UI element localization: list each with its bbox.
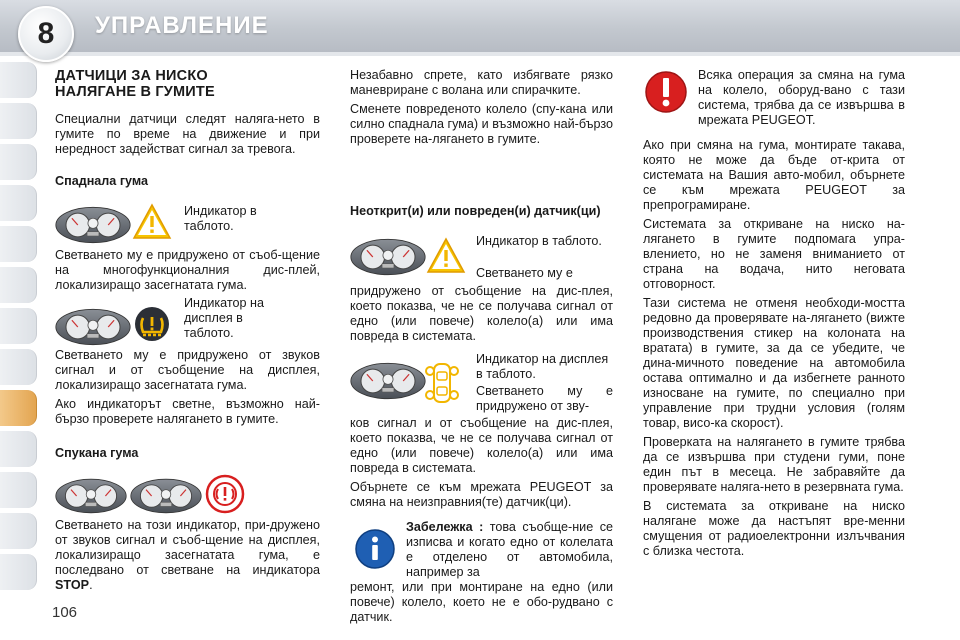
column-1 [55, 68, 320, 161]
chapter-tab-3[interactable] [0, 144, 37, 180]
instrument-cluster-icon-6 [350, 362, 426, 400]
flat-tyre-heading: Спаднала гума [55, 174, 149, 188]
stop-label: STOP [55, 578, 90, 592]
section-title-line2: НАЛЯГАНЕ В ГУМИТЕ [55, 84, 215, 100]
note-label: Забележка : [406, 520, 484, 534]
sensor-ind1-label: Индикатор в таблото. [476, 234, 602, 248]
chapter-tab-11[interactable] [0, 472, 37, 508]
chapter-tab-1[interactable] [0, 62, 37, 98]
instrument-cluster-icon-2 [55, 308, 131, 346]
prohibition-icon [644, 70, 688, 114]
info-icon [354, 528, 396, 570]
instrument-cluster-icon-4 [130, 478, 202, 514]
flat-ind2-label: Индикатор на дисплея в таблото. [184, 296, 264, 340]
warning-triangle-icon-2 [426, 236, 466, 276]
chapter-tab-rail [0, 62, 40, 592]
col3-p2: Системата за откриване на ниско на-ляганeто в гумите подпомага упра-влението, но не заменя вниманието от страна на водача, нито неговата отговорност. [643, 217, 905, 291]
stop-after: . [89, 578, 93, 592]
sensor-ind2-text: ков сигнал и от съобщение на дис-плея, което показва, че не се получава сигнал от едно (или повече) колело(а) или има повреда в системата. [350, 416, 613, 475]
note-text-wrap [350, 580, 613, 629]
sensor-heading: Неоткрит(и) или повреден(и) датчик(ци) [350, 204, 601, 218]
note-text: ремонт, или при монтиране на едно (или повече) колело, което не е обо-рудвано с датчик. [350, 580, 613, 624]
col3-warning: Всяка операция за смяна на гума на колело, оборуд-вано с тази система, трябва да се извършва в мрежата PEUGEOT. [698, 68, 905, 127]
chapter-tab-7[interactable] [0, 308, 37, 344]
instrument-cluster-icon-3 [55, 478, 127, 514]
flat-ind1-label: Индикатор в таблото. [184, 204, 257, 233]
section-title-line1: ДАТЧИЦИ ЗА НИСКО [55, 68, 208, 84]
sensor-ind1-lead: Светването му е [476, 266, 573, 280]
chapter-tab-5[interactable] [0, 226, 37, 262]
flat-ind1-text: Светването му е придружено от съоб-щение на многофункционалния дис-плей, локализиращо засегнатата гума. [55, 248, 320, 292]
instrument-cluster-icon-5 [350, 238, 426, 276]
sensor-ind2-text-wrap [350, 416, 613, 514]
chapter-tab-6[interactable] [0, 267, 37, 303]
chapter-tab-active[interactable] [0, 390, 37, 426]
column-3 [643, 138, 905, 563]
col2-intro: Незабавно спрете, като избягвате рязко маневриране с волана или спирачките. [350, 68, 613, 97]
chapter-tab-8[interactable] [0, 349, 37, 385]
warning-triangle-icon [132, 202, 172, 242]
page-number: 106 [52, 604, 78, 621]
sensor-heading-wrap [350, 204, 613, 219]
stop-sign-icon [205, 474, 245, 514]
col2-intro2: Сменете повреденото колело (спу-кана или силно спаднала гума) и възможно най-бързо проверете на-лягането в гумите. [350, 102, 613, 146]
flat-ind2-text-wrap [55, 348, 320, 431]
punctured-text: Светването на този индикатор, при-дружено от звуков сигнал и съоб-щение на дисплея, локализиращо засегнатата гума, е последвано от светване на индикатора [55, 518, 320, 577]
chapter-number-badge: 8 [18, 6, 74, 62]
col3-p4: Проверката на налягането в гумите трябва да се извършва при студени гуми, поне един път в месеца. Не забравяйте да проверявате наляга-нето в резервната гума. [643, 435, 905, 494]
sensor-ind2-lead: Светването му е придружено от зву- [476, 384, 613, 413]
sensor-ind1-text: придружено от съобщение на дис-плея, което показва, че не се получава сигнал от едно (или повече) колело(а) или има повреда в системата. [350, 284, 613, 343]
sensor-ind2-text2: Обърнете се към мрежата PEUGEOT за смяна на неизправния(те) датчик(ци). [350, 480, 613, 509]
punctured-text-paragraph [55, 518, 320, 593]
instrument-cluster-icon [55, 206, 131, 244]
chapter-title: УПРАВЛЕНИЕ [95, 12, 269, 39]
flat-tyre-heading-wrap [55, 174, 320, 189]
punctured-text-wrap [55, 518, 320, 597]
flat-ind2-text2: Ако индикаторът светне, възможно най-бързо проверете налягането в гумите. [55, 397, 320, 426]
chapter-tab-2[interactable] [0, 103, 37, 139]
sensor-ind2-label: Индикатор на дисплея в таблото. [476, 352, 609, 381]
col3-p5: В системата за откриване на ниско налягане може да настъпят вре-менни смущения от радиоелектронни излъчвания с близка честота. [643, 499, 905, 558]
chapter-tab-12[interactable] [0, 513, 37, 549]
punctured-heading-wrap [55, 446, 320, 461]
tpms-warning-icon [134, 306, 170, 342]
chapter-tab-13[interactable] [0, 554, 37, 590]
note-lead-wrap [406, 520, 613, 580]
flat-ind1-text-wrap [55, 248, 320, 297]
chapter-tab-4[interactable] [0, 185, 37, 221]
car-top-view-icon [424, 360, 460, 406]
chapter-tab-10[interactable] [0, 431, 37, 467]
punctured-heading: Спукана гума [55, 446, 139, 460]
col3-p1: Ако при смяна на гума, монтирате такава, която не може да бъде от-крита от системата на Вашия авто-мобил, обърнете се към мрежата PEUGEOT за препрограмиране. [643, 138, 905, 212]
sensor-ind1-text-wrap [350, 284, 613, 348]
header-underline [0, 52, 960, 56]
section-intro: Специални датчици следят наляга-нето в гумите по време на движение и при нередност задействат сигнал за тревога. [55, 112, 320, 156]
note-text-lead: това съобще-ние се изписва и когато едно от колелата е отделено от автомобила, например за [406, 520, 613, 579]
column-2 [350, 68, 613, 151]
page-header [0, 0, 960, 56]
col3-p3: Тази система не отменя необходи-мостта редовно да проверявате на-лягането (вижте производствения стикер на колоната на вратата) в гумите, за да се убедите, че дина-мичното поведение на автомобила остава оптимално и да избегнете ранното износване на гумите, по специално при управление при трудни условия (голям товар, висо-ка скорост). [643, 296, 905, 430]
flat-ind2-text: Светването му е придружено от звуков сигнал и от съобщение на дисплея, локализиращо засегнатата гума. [55, 348, 320, 392]
